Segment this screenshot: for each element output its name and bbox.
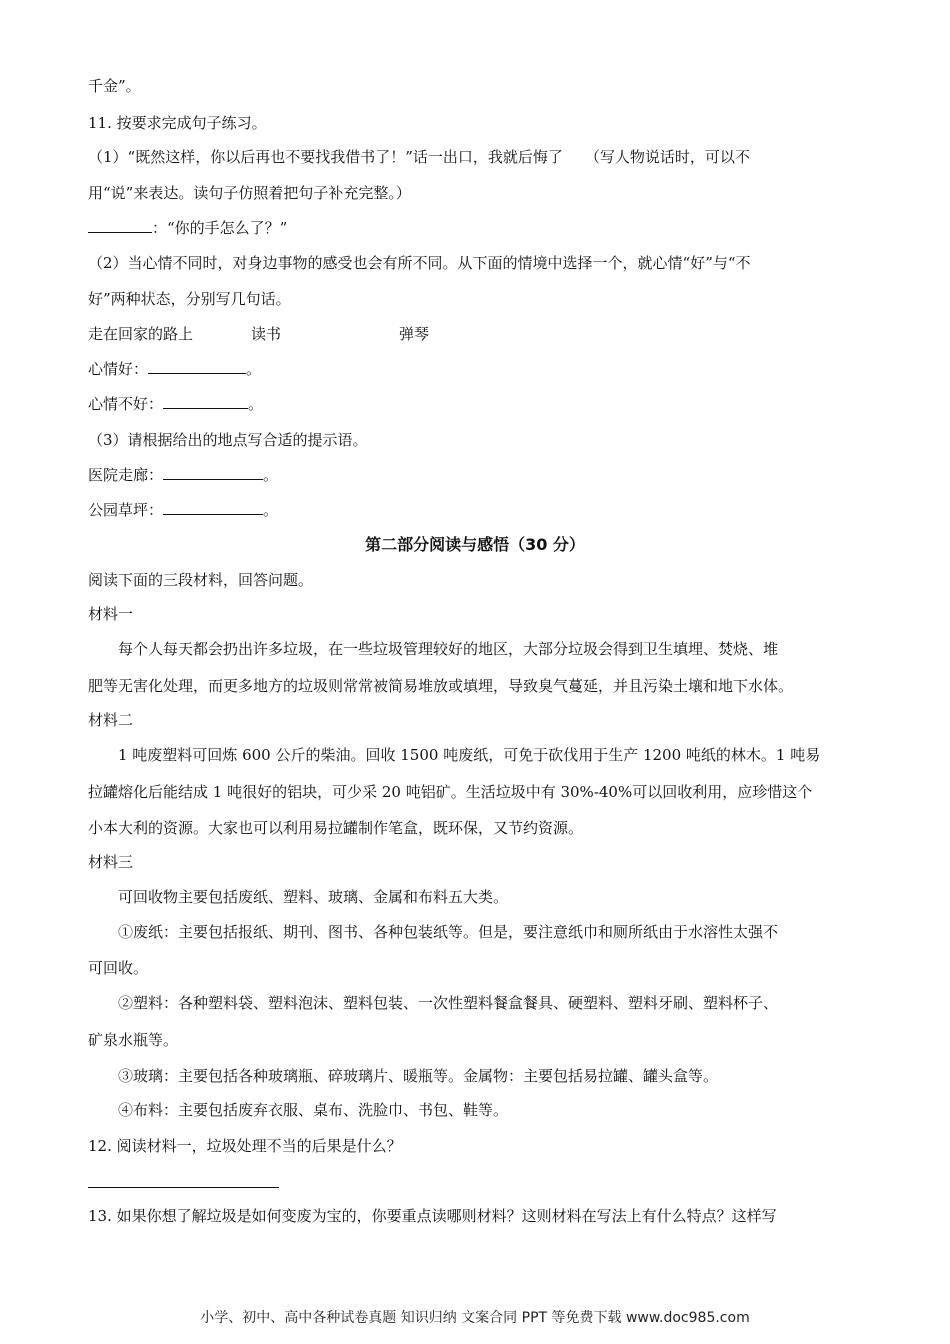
text-line: [88, 394, 263, 414]
paragraph-line: 拉罐熔化后能结成 1 吨很好的铝块，可少采 20 吨铝矿。生活垃圾中有 30%-40%可以回收利用，应珍惜这个: [88, 783, 813, 801]
question-12: 12. 阅读材料一，垃圾处理不当的后果是什么？: [88, 1137, 402, 1155]
answer-blank[interactable]: [148, 359, 246, 374]
field-label: 心情好：: [88, 360, 149, 378]
material-title: 材料三: [88, 853, 134, 871]
text-fragment: （1）“既然这样，你以后再也不要找我借书了！”话一出口，我就后悔了: [88, 148, 563, 166]
answer-blank[interactable]: [163, 394, 248, 409]
field-label: 医院走廊：: [88, 466, 164, 484]
answer-blank[interactable]: [88, 218, 152, 233]
text-line: 好”两种状态，分别写几句话。: [88, 290, 291, 308]
paragraph-line: ①废纸：主要包括报纸、期刊、图书、各种包装纸等。但是，要注意纸巾和厕所纸由于水溶性太强不: [118, 923, 779, 941]
text-line: [88, 218, 287, 238]
text-line: [88, 147, 750, 167]
text-line: （3）请根据给出的地点写合适的提示语。: [88, 431, 368, 449]
text-fragment: 。: [263, 501, 279, 519]
answer-blank[interactable]: [163, 500, 263, 515]
paragraph-line: 1 吨废塑料可回炼 600 公斤的柴油。回收 1500 吨废纸，可免于砍伐用于生产 1200 吨纸的林木。1 吨易: [118, 746, 821, 764]
text-line: [88, 500, 278, 520]
material-title: 材料二: [88, 711, 134, 729]
text-fragment: 。: [246, 360, 262, 378]
scenario-option: 走在回家的路上: [88, 325, 194, 343]
text-line: [88, 359, 261, 379]
paragraph-line: ④布料：主要包括废弃衣服、桌布、洗脸巾、书包、鞋等。: [118, 1101, 509, 1119]
text-fragment: 。: [263, 466, 279, 484]
text-fragment: （写人物说话时，可以不: [584, 148, 750, 166]
field-label: 心情不好：: [88, 395, 164, 413]
text-line: 阅读下面的三段材料，回答问题。: [88, 571, 314, 589]
section-title: 第二部分阅读与感悟（30 分）: [365, 535, 585, 554]
text-fragment: 。: [248, 395, 264, 413]
question-13: 13. 如果你想了解垃圾是如何变废为宝的，你要重点读哪则材料？这则材料在写法上有什么特点？这样写: [88, 1207, 777, 1225]
text-line: [88, 465, 278, 485]
paragraph-line: 可回收。: [88, 959, 149, 977]
paragraph-line: 矿泉水瓶等。: [88, 1031, 179, 1049]
scenario-option: 弹琴: [399, 325, 430, 343]
scenario-option: 读书: [251, 325, 282, 343]
text-fragment: ：“你的手怎么了？”: [152, 219, 288, 237]
paragraph-line: ③玻璃：主要包括各种玻璃瓶、碎玻璃片、暖瓶等。金属物：主要包括易拉罐、罐头盒等。: [118, 1067, 719, 1085]
field-label: 公园草坪：: [88, 501, 164, 519]
paragraph-line: 可回收物主要包括废纸、塑料、玻璃、金属和布料五大类。: [118, 888, 509, 906]
answer-blank[interactable]: [163, 465, 263, 480]
text-line: 用“说”来表达。读句子仿照着把句子补充完整。）: [88, 184, 411, 202]
paragraph-line: 小本大利的资源。大家也可以利用易拉罐制作笔盒，既环保，又节约资源。: [88, 819, 584, 837]
answer-line[interactable]: [88, 1187, 279, 1188]
paragraph-line: ②塑料：各种塑料袋、塑料泡沫、塑料包装、一次性塑料餐盒餐具、硬塑料、塑料牙刷、塑料杯子、: [118, 994, 779, 1012]
text-line: 千金”。: [88, 77, 141, 95]
scenario-options: [88, 324, 429, 344]
material-title: 材料一: [88, 605, 134, 623]
text-line: （2）当心情不同时，对身边事物的感受也会有所不同。从下面的情境中选择一个，就心情“好”与“不: [88, 254, 751, 272]
paragraph-line: 每个人每天都会扔出许多垃圾，在一些垃圾管理较好的地区，大部分垃圾会得到卫生填埋、焚烧、堆: [118, 640, 779, 658]
question-11-heading: 11. 按要求完成句子练习。: [88, 114, 267, 132]
page-footer: 小学、初中、高中各种试卷真题 知识归纳 文案合同 PPT 等免费下载 www.doc985.com: [200, 1310, 750, 1326]
paragraph-line: 肥等无害化处理，而更多地方的垃圾则常常被简易堆放或填埋，导致臭气蔓延，并且污染土壤和地下水体。: [88, 677, 794, 695]
